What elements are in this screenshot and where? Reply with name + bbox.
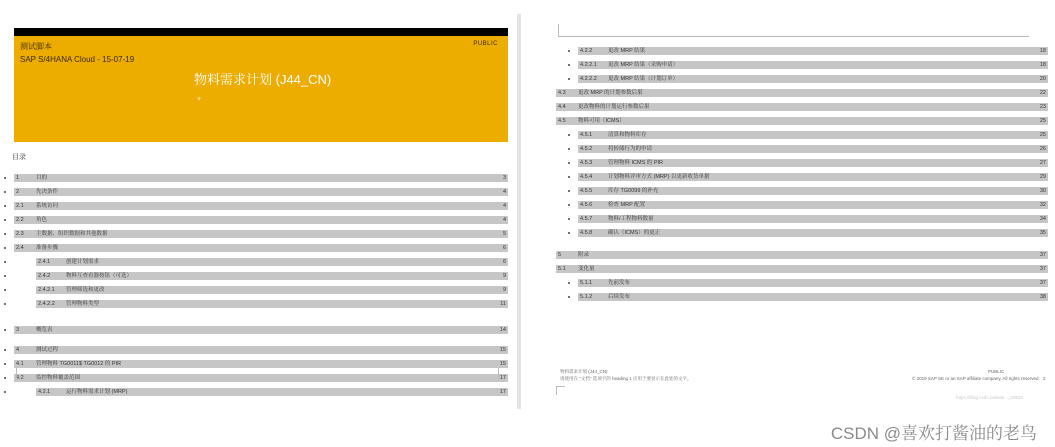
toc-entry-title: 附录 bbox=[578, 252, 590, 258]
toc-entry[interactable] bbox=[14, 244, 508, 252]
toc-entry-title: 更改 MRP 结果（计划订单） bbox=[608, 76, 679, 82]
toc-entry-page: 17 bbox=[499, 375, 506, 381]
cover-subtitle: SAP S/4HANA Cloud - 15-07-19 bbox=[20, 55, 135, 64]
document-page-1 bbox=[8, 28, 511, 398]
toc-entry-number: 5.1.1 bbox=[580, 280, 593, 286]
toc-entry-title: 确认（ICMS）的更正 bbox=[608, 230, 661, 236]
toc-entry-number: 4.5.5 bbox=[580, 188, 593, 194]
toc-entry-page: 17 bbox=[499, 389, 506, 395]
toc-bullet bbox=[568, 190, 570, 192]
toc-entry-page: 38 bbox=[1039, 294, 1046, 300]
toc-entry[interactable] bbox=[14, 326, 508, 334]
toc-entry-number: 2 bbox=[16, 189, 20, 195]
toc-entry-page: 32 bbox=[1039, 202, 1046, 208]
toc-entry-title: 物料/工程物料数量 bbox=[608, 216, 654, 222]
toc-entry[interactable] bbox=[578, 75, 1048, 83]
toc-entry[interactable] bbox=[578, 159, 1048, 167]
toc-entry-page: 3 bbox=[502, 175, 506, 181]
toc-entry-title: 检查 MRP 配置 bbox=[608, 202, 646, 208]
toc-entry[interactable] bbox=[578, 173, 1048, 181]
toc-bullet bbox=[4, 377, 6, 379]
toc-entry-page: 29 bbox=[1039, 174, 1046, 180]
toc-entry-title: 更改 MRP 的计划参数后果 bbox=[578, 90, 643, 96]
url-watermark: https://blog.csdn.net/wei..._33810 bbox=[956, 395, 1024, 400]
toc-entry[interactable] bbox=[556, 265, 1048, 273]
toc-entry-number: 2.4.2 bbox=[38, 273, 51, 279]
toc-entry-page: 37 bbox=[1039, 266, 1046, 272]
toc-bullet bbox=[4, 177, 6, 179]
toc-entry-page: 9 bbox=[502, 287, 506, 293]
toc-entry-number: 4.5.3 bbox=[580, 160, 593, 166]
toc-entry[interactable] bbox=[36, 388, 508, 396]
toc-entry-number: 2.4.2.1 bbox=[38, 287, 55, 293]
toc-entry-number: 4.2.2.1 bbox=[580, 62, 597, 68]
toc-entry[interactable] bbox=[36, 300, 508, 308]
toc-bullet bbox=[4, 275, 6, 277]
toc-bullet bbox=[4, 191, 6, 193]
toc-entry-page: 6 bbox=[502, 245, 506, 251]
toc-entry-number: 4.2.1 bbox=[38, 389, 51, 395]
toc-entry[interactable] bbox=[14, 188, 508, 196]
toc-entry-page: 4 bbox=[502, 217, 506, 223]
toc-bullet bbox=[4, 205, 6, 207]
toc-entry-title: 库存 TG0099 的补充 bbox=[608, 188, 659, 194]
toc-entry-title: 先决条件 bbox=[36, 189, 59, 195]
toc-bullet bbox=[568, 176, 570, 178]
toc-entry[interactable] bbox=[14, 374, 508, 382]
top-black-bar bbox=[14, 28, 508, 36]
toc-entry-number: 4.5.1 bbox=[580, 132, 593, 138]
toc-entry[interactable] bbox=[578, 293, 1048, 301]
toc-entry-title: 管理筛选和更改 bbox=[66, 287, 105, 293]
toc-entry-page: 18 bbox=[1039, 48, 1046, 54]
toc-entry-number: 4 bbox=[16, 347, 20, 353]
cover-public-tag: PUBLIC bbox=[473, 41, 498, 47]
toc-entry-page: 37 bbox=[1039, 252, 1046, 258]
toc-entry[interactable] bbox=[556, 251, 1048, 259]
toc-entry-title: 管理物料 ICMS 的 PIR bbox=[608, 160, 664, 166]
footer-copyright: © 2019 SAP SE or an SAP affiliate company. All rights reserved. bbox=[912, 376, 1040, 381]
toc-entry[interactable] bbox=[578, 229, 1048, 237]
toc-bullet bbox=[4, 363, 6, 365]
toc-bullet bbox=[4, 391, 6, 393]
toc-entry-number: 2.4.1 bbox=[38, 259, 51, 265]
toc-entry-title: 更改 MRP 结果（采购申请） bbox=[608, 62, 679, 68]
toc-entry[interactable] bbox=[36, 286, 508, 294]
toc-entry-title: 清算和物料库存 bbox=[608, 132, 647, 138]
toc-entry-page: 15 bbox=[499, 361, 506, 367]
toc-bullet bbox=[568, 218, 570, 220]
page-corner-mark bbox=[498, 368, 507, 380]
toc-entry-number: 5.1 bbox=[558, 266, 566, 272]
toc-entry-number: 2.4.2.2 bbox=[38, 301, 55, 307]
toc-entry-title: 物料可用（ICMS） bbox=[578, 118, 625, 124]
toc-entry-title: 先前发布 bbox=[608, 280, 631, 286]
toc-entry-page: 23 bbox=[1039, 104, 1046, 110]
toc-entry-title: 目的 bbox=[36, 175, 48, 181]
toc-entry-number: 4.3 bbox=[558, 90, 566, 96]
toc-bullet bbox=[568, 78, 570, 80]
toc-entry-number: 4.5.6 bbox=[580, 202, 593, 208]
toc-entry[interactable] bbox=[556, 103, 1048, 111]
toc-entry-title: 管理物料类型 bbox=[66, 301, 100, 307]
toc-entry[interactable] bbox=[14, 360, 508, 368]
toc-bullet bbox=[4, 219, 6, 221]
page-corner-mark bbox=[556, 386, 565, 395]
toc-heading: 目录 bbox=[12, 154, 26, 161]
toc-entry[interactable] bbox=[36, 258, 508, 266]
toc-bullet bbox=[568, 50, 570, 52]
document-page-2 bbox=[528, 14, 1055, 409]
toc-entry-page: 4 bbox=[502, 203, 506, 209]
toc-entry-page: 4 bbox=[502, 189, 506, 195]
toc-entry-page: 34 bbox=[1039, 216, 1046, 222]
toc-entry-page: 22 bbox=[1039, 90, 1046, 96]
toc-entry-number: 4.1 bbox=[16, 361, 24, 367]
toc-entry-page: 25 bbox=[1039, 132, 1046, 138]
toc-entry-page: 35 bbox=[1039, 230, 1046, 236]
toc-entry-page: 6 bbox=[502, 259, 506, 265]
toc-entry-number: 2.1 bbox=[16, 203, 24, 209]
toc-entry-number: 4.5 bbox=[558, 118, 566, 124]
toc-entry[interactable] bbox=[578, 187, 1048, 195]
footer-note: 请使用在 "文档" 选项卡的 heading 1 应用于要显示在此处的文字。 bbox=[560, 376, 692, 381]
toc-entry[interactable] bbox=[578, 131, 1048, 139]
toc-entry-number: 5.1.2 bbox=[580, 294, 593, 300]
toc-entry-number: 1 bbox=[16, 175, 20, 181]
toc-entry-number: 4.5.4 bbox=[580, 174, 593, 180]
cover-title: 物料需求计划 (J44_CN) bbox=[194, 72, 332, 87]
toc-entry-title: 将转储行为的申请 bbox=[608, 146, 653, 152]
toc-entry-number: 2.3 bbox=[16, 231, 24, 237]
toc-entry-page: 11 bbox=[500, 301, 506, 307]
toc-entry-number: 4.2.2.2 bbox=[580, 76, 597, 82]
toc-bullet bbox=[4, 261, 6, 263]
toc-bullet bbox=[4, 329, 6, 331]
toc-entry-title: 计划物料评审方式 (MRP) 以更新收货单据 bbox=[608, 174, 710, 180]
toc-entry-title: 更改物料的计划运行参数后果 bbox=[578, 104, 650, 110]
toc-entry[interactable] bbox=[36, 272, 508, 280]
cover-label: 测试脚本 bbox=[20, 42, 52, 51]
cover-banner bbox=[14, 36, 508, 142]
toc-entry[interactable] bbox=[578, 47, 1048, 55]
toc-entry[interactable] bbox=[578, 61, 1048, 69]
toc-entry-page: 20 bbox=[1039, 76, 1046, 82]
toc-entry[interactable] bbox=[578, 279, 1048, 287]
toc-entry-title: 准备步骤 bbox=[36, 245, 59, 251]
toc-entry-title: 更改 MRP 结果 bbox=[608, 48, 646, 54]
toc-entry-page: 9 bbox=[502, 273, 506, 279]
toc-entry-title: 主数据、组织数据和其他数据 bbox=[36, 231, 108, 237]
toc-entry-title: 监控物料覆盖范围 bbox=[36, 375, 81, 381]
toc-entry-title: 创建计划需求 bbox=[66, 259, 100, 265]
toc-entry-title: 物料互查看器按钮（可选） bbox=[66, 273, 133, 279]
toc-entry-number: 4.2.2 bbox=[580, 48, 593, 54]
cover-mark: + bbox=[197, 96, 202, 103]
toc-entry-number: 4.5.7 bbox=[580, 216, 593, 222]
toc-entry-page: 27 bbox=[1039, 160, 1046, 166]
toc-bullet bbox=[4, 349, 6, 351]
toc-bullet bbox=[4, 247, 6, 249]
toc-bullet bbox=[568, 282, 570, 284]
header-frame bbox=[558, 24, 1029, 37]
toc-entry-number: 2.2 bbox=[16, 217, 24, 223]
toc-bullet bbox=[568, 232, 570, 234]
toc-entry-page: 26 bbox=[1039, 146, 1046, 152]
toc-entry[interactable] bbox=[14, 346, 508, 354]
toc-entry[interactable] bbox=[578, 201, 1048, 209]
toc-entry-number: 5 bbox=[558, 252, 562, 258]
toc-entry[interactable] bbox=[14, 202, 508, 210]
toc-bullet bbox=[4, 233, 6, 235]
footer-public: PUBLIC bbox=[988, 369, 1005, 374]
toc-entry-title: 概览表 bbox=[36, 327, 53, 333]
toc-bullet bbox=[4, 289, 6, 291]
toc-entry-page: 37 bbox=[1039, 280, 1046, 286]
toc-entry-page: 18 bbox=[1039, 62, 1046, 68]
footer-doc-title: 物料需求计划 (J44_CN) bbox=[560, 369, 608, 374]
toc-entry-number: 4.5.8 bbox=[580, 230, 593, 236]
toc-entry-page: 30 bbox=[1039, 188, 1046, 194]
toc-entry-page: 5 bbox=[502, 231, 506, 237]
toc-entry-title: 后续发布 bbox=[608, 294, 631, 300]
toc-bullet bbox=[568, 134, 570, 136]
toc-entry[interactable] bbox=[14, 230, 508, 238]
toc-bullet bbox=[568, 204, 570, 206]
toc-entry-number: 2.4 bbox=[16, 245, 24, 251]
toc-entry-number: 3 bbox=[16, 327, 20, 333]
toc-bullet bbox=[568, 162, 570, 164]
toc-entry-page: 15 bbox=[499, 347, 506, 353]
toc-entry-title: 运行物料需求计划 (MRP) bbox=[66, 389, 128, 395]
csdn-watermark: CSDN @喜欢打酱油的老鸟 bbox=[830, 424, 1037, 443]
page-corner-mark bbox=[8, 368, 17, 380]
toc-bullet bbox=[568, 296, 570, 298]
toc-entry-number: 4.2 bbox=[16, 375, 24, 381]
toc-entry[interactable] bbox=[556, 89, 1048, 97]
toc-entry[interactable] bbox=[556, 117, 1048, 125]
toc-entry-title: 变化量 bbox=[578, 266, 595, 272]
toc-entry-page: 14 bbox=[499, 327, 506, 333]
toc-bullet bbox=[568, 148, 570, 150]
toc-bullet bbox=[4, 303, 6, 305]
toc-entry[interactable] bbox=[14, 174, 508, 182]
toc-entry[interactable] bbox=[578, 145, 1048, 153]
toc-entry-number: 4.4 bbox=[558, 104, 566, 110]
page-separator bbox=[517, 14, 521, 409]
toc-entry-title: 管理物料 TG0011$ TG0012 的 PIR bbox=[36, 361, 122, 367]
toc-entry-title: 角色 bbox=[36, 217, 48, 223]
toc-entry[interactable] bbox=[578, 215, 1048, 223]
toc-entry-number: 4.5.2 bbox=[580, 146, 593, 152]
toc-bullet bbox=[568, 64, 570, 66]
toc-entry-title: 测试过程 bbox=[36, 347, 59, 353]
toc-entry-title: 系统访问 bbox=[36, 203, 59, 209]
toc-entry-page: 25 bbox=[1039, 118, 1046, 124]
toc-entry[interactable] bbox=[14, 216, 508, 224]
footer-page-number: 2 bbox=[1043, 376, 1046, 381]
